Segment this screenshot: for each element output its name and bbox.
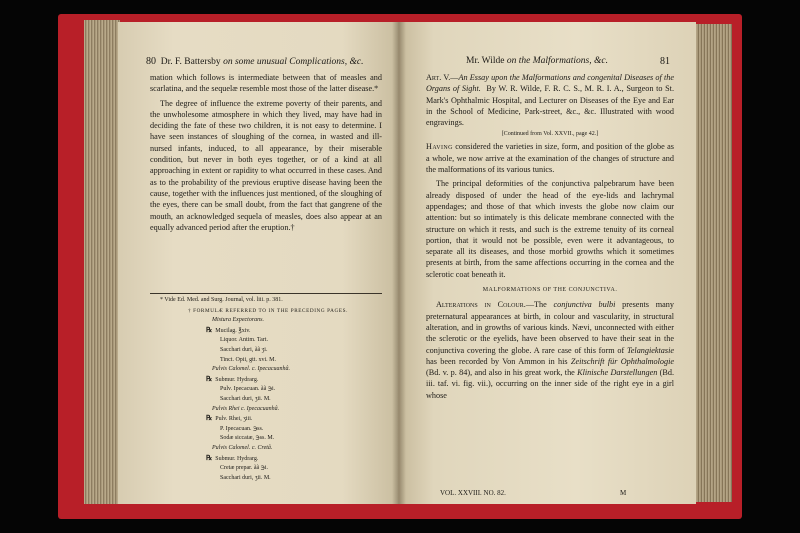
article-label: Art. V.—: [426, 73, 459, 82]
right-head-author: Mr. Wilde: [466, 56, 505, 66]
left-paragraph-1: mation which follows is intermediate between that of measles and scarlatina, and the sequelæ resemble most those of the latter disease.*: [150, 73, 382, 94]
book-gutter: [392, 22, 406, 504]
footnote-rule: [150, 293, 382, 294]
formula-ingredient: Submur. Hydrarg.: [215, 376, 259, 383]
footnote-1: * Vide Ed. Med. and Surg. Journal, vol. liii. p. 381.: [160, 297, 283, 303]
formula-ingredient-line: Sacchari duri, ʒii. M.: [220, 474, 271, 481]
signature-mark: M: [620, 489, 627, 497]
formula-list: [154, 316, 382, 483]
formula-title-text: Mistura Expectorans.: [212, 317, 264, 324]
recipe-icon: ℞: [206, 414, 213, 423]
formula-ingredient: Pulv. Rhei, ʒiii.: [215, 416, 253, 423]
section-heading: MALFORMATIONS OF THE CONJUNCTIVA.: [482, 287, 618, 294]
signature-line: [440, 488, 660, 499]
formula-rx-line: [154, 454, 382, 465]
para3-italic-klinische: Klinische Darstellungen: [577, 368, 658, 378]
para3-italic-telangiektasie: Telangiektasie: [627, 345, 674, 355]
para3-part-i: (Bd. iii. taf. vi. fig. vii.), occurring on the inner side of the right eye in a girl whose: [426, 368, 674, 400]
continued-note: [Continued from Vol. XXVII., page 42.]: [501, 131, 599, 138]
intro-first-word: Having: [426, 142, 453, 152]
paragraph-3: [426, 299, 674, 401]
formula-title: [154, 444, 382, 454]
right-page-edges: [694, 24, 732, 502]
formula-ingredient-line: Pulv. Ipecacuan. ãã ℈i.: [220, 386, 276, 393]
recipe-icon: ℞: [206, 453, 213, 462]
article-heading: [426, 72, 674, 128]
right-page-number-wrap: [660, 56, 670, 67]
right-head-title: on the Malformations, &c.: [506, 56, 608, 66]
left-page: [118, 22, 398, 504]
formula-rx-line: [154, 414, 382, 425]
formula-ingredient-line: Sacchari duri, ʒii. M.: [220, 395, 271, 402]
para3-part-c: presents many preternatural appearances at birth, in colour and vascularity, in structural alteration, and in growths of various kinds. Nævi, unconnected with either the sclerotic or the eyelids, have been observed to have their seat in the conjunctiva covering the globe. A rare case of this form of: [426, 300, 674, 355]
left-paragraph-2: The degree of influence the extreme poverty of their parents, and the unwholesome atmosphere in which they lived, may have had in deciding the fate of these two children, it is not easy to determine. I have seen instances of sloughing of the cornea, in wasted and ill-nursed infants, induced, to all appearance, by their miserable condition, but never in both eyes together, or of a kind at all approaching in extent or rapidity to what occurred in these cases. And as to the probability of the previous eruptive disease having been the cause, together with the influences just mentioned, of the sloughing of the eyes, there can be small doubt, from the fact that gangrene of the mouth, an acknowledged sequela of measles, does also appear at an equally advanced period after the eruption.†: [150, 98, 382, 232]
signature-volume: VOL. XXVIII. NO. 82.: [440, 489, 506, 497]
left-body: [150, 72, 382, 233]
formula-ingredient-line: Sodæ siccatæ, ℈ss. M.: [220, 435, 275, 442]
para3-italic-zeitschrift: Zeitschrift für Ophthalmologie: [570, 356, 674, 366]
para3-part-g: (Bd. v. p. 84), and also in his great work, the: [426, 368, 578, 378]
formula-rx-line: [154, 326, 382, 337]
formula-rx-line: [154, 375, 382, 386]
left-page-number: 80: [146, 56, 156, 67]
formula-ingredient-line: Liquor. Antim. Tart.: [220, 337, 268, 344]
formula-title: [154, 405, 382, 415]
formula-title: [154, 316, 382, 326]
para3-part-e: has been recorded by Von Ammon in his: [426, 356, 571, 366]
recipe-icon: ℞: [206, 374, 213, 383]
left-page-edges: [84, 20, 120, 504]
para3-part-a: —The: [525, 300, 554, 310]
formula-title-text: Pulvis Calomel. c. Cretâ.: [212, 444, 273, 451]
right-body: [426, 72, 674, 401]
formula-ingredient: Submur. Hydrarg.: [215, 455, 259, 462]
formula-title-text: Pulvis Calomel. c. Ipecacuanhâ.: [212, 366, 290, 373]
formula-title: [154, 365, 382, 375]
recipe-icon: ℞: [206, 325, 213, 334]
section-lead: Alterations in Colour.: [436, 300, 526, 310]
intro-paragraph: [426, 141, 674, 175]
paragraph-2: The principal deformities of the conjunctiva palpebrarum have been already disposed of under the head of the eye-lids and lachrymal appendages; and those of that which invests the globe now claim our attention: but so intimately is this delicate membrane connected with the structure on which it rests, and such is the extreme tenuity of its corneal portion, that it would not be possible, even were it advantageous, to separate all its diseases, and those morbid growths which it sometimes presents at birth, from the same affections occurring in the cornea and the sclerotic coat beneath it.: [426, 179, 674, 279]
left-footnotes: [154, 296, 382, 483]
right-running-head: [466, 56, 608, 66]
para3-italic-conjunctiva: conjunctiva bulbi: [553, 300, 616, 310]
formulae-title: † FORMULÆ REFERRED TO IN THE PRECEDING PAGES.: [188, 307, 348, 314]
article-byline: By W. R. Wilde, F. R. C. S., M. R. I. A., Surgeon to St. Mark's Ophthalmic Hospital, and Lecturer on Diseases of the Eye and Ear in the School of Medicine, Park-street, &c., &c. Illustrated with wood engravings.: [426, 84, 674, 128]
left-head-author: Dr. F. Battersby: [160, 57, 221, 67]
left-running-head: [146, 56, 363, 67]
left-head-title: on some unusual Complications, &c.: [223, 57, 364, 67]
article-title: An Essay upon the Malformations and congenital Diseases of the Organs of Sight.: [426, 73, 674, 94]
formula-ingredient-line: Cretæ prepar. ãã ℈i.: [220, 465, 269, 472]
formula-ingredient-line: P. Ipecacuan. ℈ss.: [220, 425, 264, 432]
formula-ingredient-line: Tinct. Opii, gtt. xvi. M.: [220, 356, 276, 363]
formula-ingredient-line: Sacchari duri, ãã ʒi.: [220, 346, 268, 353]
formula-ingredient: Mucilag. ℥xiv.: [215, 327, 251, 334]
right-page: [398, 22, 696, 504]
right-page-number: 81: [660, 56, 670, 67]
formula-title-text: Pulvis Rhei c. Ipecacuanhâ.: [212, 405, 280, 412]
intro-rest: considered the varieties in size, form, and position of the globe as a whole, we now arrive at the examination of the changes of structure and the malformations of its various tunics.: [426, 142, 674, 175]
